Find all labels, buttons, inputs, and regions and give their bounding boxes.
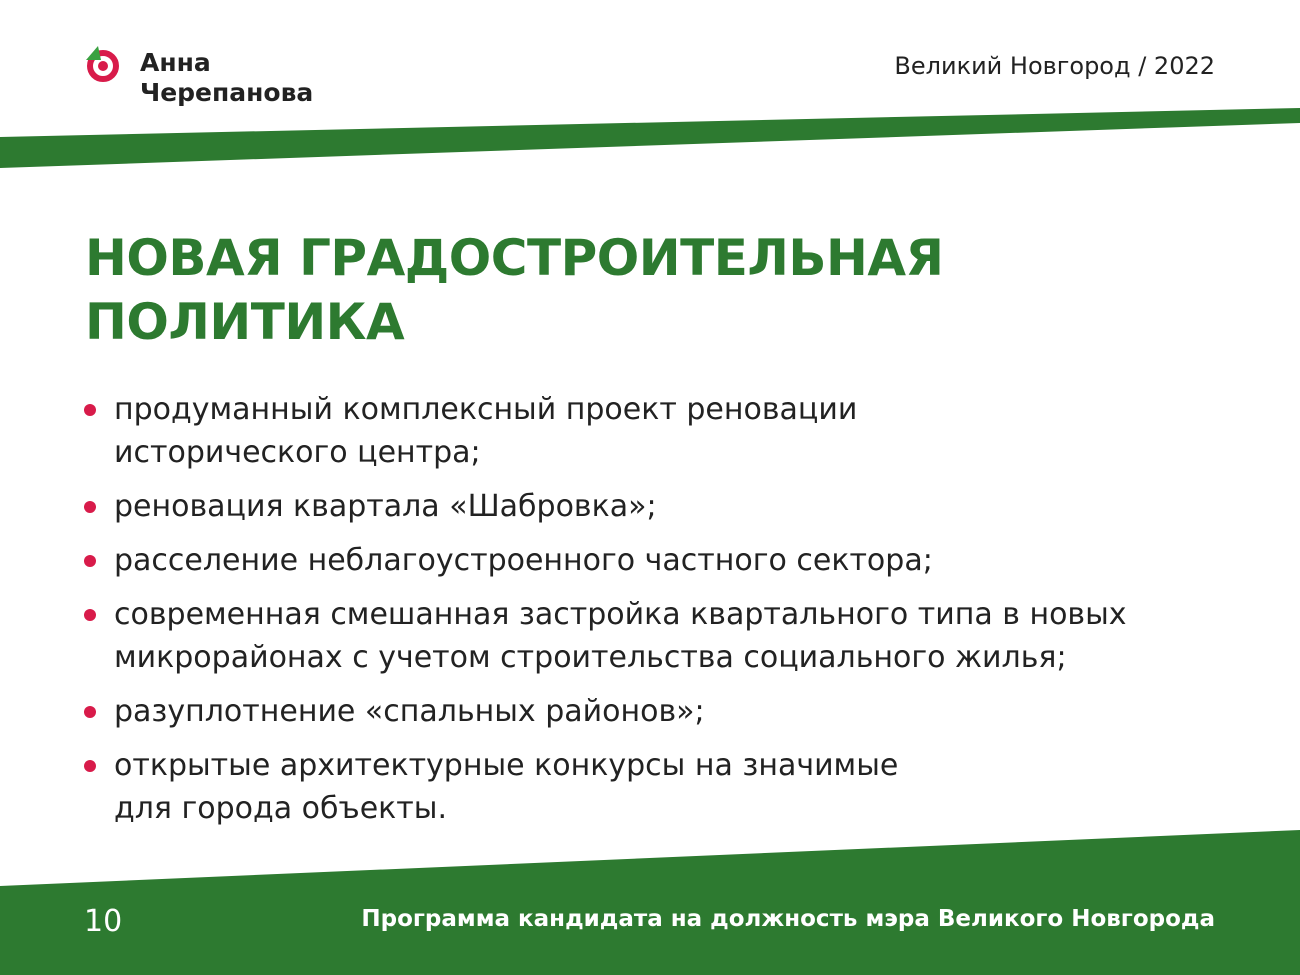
bullet-dot-icon bbox=[84, 609, 96, 621]
page-title bbox=[85, 226, 944, 354]
list-item bbox=[84, 539, 1214, 582]
candidate-last-name: Черепанова bbox=[140, 78, 314, 107]
list-item-text: микрорайонах с учетом строительства социального жилья; bbox=[114, 640, 1067, 675]
page-title-line-1: НОВАЯ ГРАДОСТРОИТЕЛЬНАЯ bbox=[85, 229, 944, 287]
footer-program-text: Программа кандидата на должность мэра Великого Новгорода bbox=[361, 906, 1215, 932]
bullet-dot-icon bbox=[84, 706, 96, 718]
place-year: Великий Новгород / 2022 bbox=[894, 52, 1215, 80]
candidate-name bbox=[140, 48, 313, 108]
logo-icon bbox=[84, 44, 124, 84]
page-number: 10 bbox=[84, 904, 123, 939]
list-item bbox=[84, 744, 1214, 830]
list-item-text: разуплотнение «спальных районов»; bbox=[114, 694, 705, 729]
list-item-text: для города объекты. bbox=[114, 791, 448, 826]
page-title-line-2: ПОЛИТИКА bbox=[85, 293, 405, 351]
bullet-dot-icon bbox=[84, 555, 96, 567]
bullet-dot-icon bbox=[84, 760, 96, 772]
bullet-dot-icon bbox=[84, 501, 96, 513]
bullet-list bbox=[84, 388, 1214, 841]
list-item-text: реновация квартала «Шабровка»; bbox=[114, 489, 657, 524]
list-item-text: расселение неблагоустроенного частного сектора; bbox=[114, 543, 933, 578]
list-item-text: продуманный комплексный проект реновации bbox=[114, 392, 858, 427]
list-item bbox=[84, 485, 1214, 528]
list-item bbox=[84, 690, 1214, 733]
list-item bbox=[84, 593, 1214, 679]
bullet-dot-icon bbox=[84, 404, 96, 416]
list-item-text: открытые архитектурные конкурсы на значимые bbox=[114, 748, 899, 783]
candidate-first-name: Анна bbox=[140, 48, 211, 77]
list-item bbox=[84, 388, 1214, 474]
list-item-text: современная смешанная застройка квартального типа в новых bbox=[114, 597, 1127, 632]
list-item-text: исторического центра; bbox=[114, 435, 481, 470]
